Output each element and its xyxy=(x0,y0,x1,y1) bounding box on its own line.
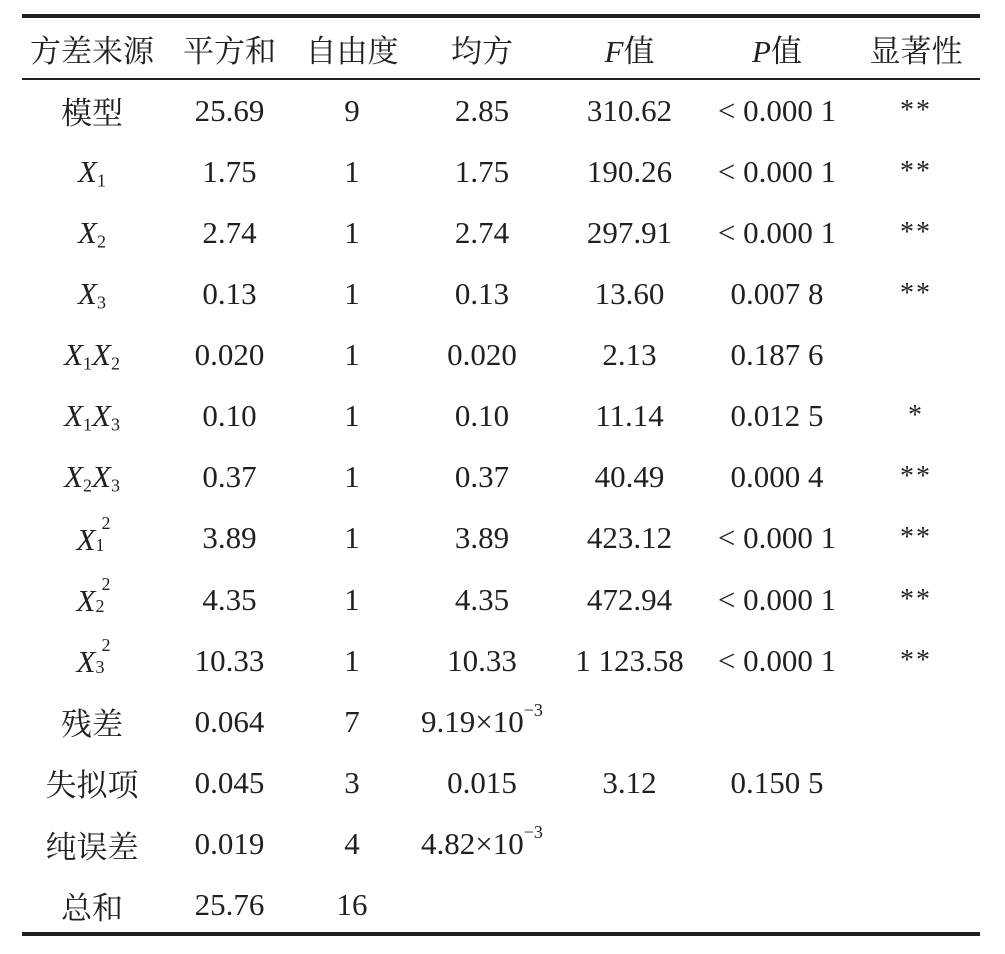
cell-source xyxy=(22,202,162,263)
table-row xyxy=(22,263,980,324)
cell-mean-square: 0.10 xyxy=(454,398,510,434)
table-row xyxy=(22,814,980,875)
factor-superscript: 2 xyxy=(101,512,111,533)
cell-source: 纯误差 xyxy=(45,829,139,865)
cell-f-value: 11.14 xyxy=(595,398,664,434)
cell-sum-of-squares: 10.33 xyxy=(194,642,265,678)
cell-mean-square: 0.015 xyxy=(447,764,517,800)
factor-superscript: 2 xyxy=(101,574,111,595)
cell-p-value: < 0.000 1 xyxy=(717,153,837,189)
table-row xyxy=(22,141,980,202)
cell-degrees-of-freedom: 1 xyxy=(344,642,360,678)
col-header-p xyxy=(702,18,852,78)
mean-square-exponent: −3 xyxy=(523,699,543,720)
cell-degrees-of-freedom: 16 xyxy=(336,887,368,923)
cell-source: 模型 xyxy=(61,96,123,132)
cell-sum-of-squares: 0.045 xyxy=(194,764,265,800)
factor-subscript: 3 xyxy=(110,475,120,496)
cell-f-value: 13.60 xyxy=(594,275,665,311)
cell-f-value: 3.12 xyxy=(602,764,657,800)
table-row xyxy=(22,202,980,263)
factor-symbol: X xyxy=(92,337,111,373)
cell-source xyxy=(22,386,162,447)
cell-source: 失拟项 xyxy=(45,768,139,804)
cell-source xyxy=(22,569,162,630)
cell-mean-square xyxy=(407,875,557,936)
cell-f-value: 310.62 xyxy=(586,92,673,128)
cell-p-value: 0.150 5 xyxy=(730,764,824,800)
cell-degrees-of-freedom: 1 xyxy=(344,398,360,434)
cell-p-value xyxy=(702,875,852,936)
cell-mean-square: 2.74 xyxy=(454,214,510,250)
cell-significance: ** xyxy=(900,216,932,248)
cell-p-value: 0.007 8 xyxy=(730,275,824,311)
cell-significance: ** xyxy=(900,461,932,493)
factor-symbol: X xyxy=(76,521,96,557)
cell-significance xyxy=(852,691,980,752)
table-row xyxy=(22,569,980,630)
factor-subscript: 3 xyxy=(110,414,120,435)
cell-sum-of-squares: 4.35 xyxy=(202,581,257,617)
table-row xyxy=(22,78,980,141)
cell-f-value: 423.12 xyxy=(586,520,673,556)
factor-symbol: X xyxy=(78,153,97,189)
cell-degrees-of-freedom: 1 xyxy=(344,520,360,556)
cell-f-value: 297.91 xyxy=(586,214,673,250)
factor-subscript: 3 xyxy=(96,292,106,313)
cell-significance xyxy=(852,325,980,386)
cell-p-value: 0.187 6 xyxy=(730,337,824,373)
col-header-f-symbol: F xyxy=(604,33,624,69)
table-row xyxy=(22,630,980,691)
cell-f-value: 190.26 xyxy=(586,153,673,189)
factor-symbol: X xyxy=(92,459,111,495)
cell-degrees-of-freedom: 1 xyxy=(344,337,360,373)
cell-mean-square xyxy=(407,691,557,752)
table-row xyxy=(22,508,980,569)
cell-significance: ** xyxy=(900,522,932,554)
cell-degrees-of-freedom: 4 xyxy=(344,826,360,862)
factor-symbol: X xyxy=(64,337,83,373)
cell-significance: ** xyxy=(900,277,932,309)
cell-p-value: < 0.000 1 xyxy=(717,642,837,678)
cell-mean-square: 0.020 xyxy=(447,337,517,373)
cell-f-value: 472.94 xyxy=(586,581,673,617)
col-header-p-suffix: 值 xyxy=(770,33,802,69)
cell-p-value xyxy=(702,814,852,875)
factor-subscript: 1 xyxy=(96,170,106,191)
cell-sum-of-squares: 0.37 xyxy=(202,459,257,495)
cell-degrees-of-freedom: 9 xyxy=(344,92,360,128)
factor-symbol: X xyxy=(78,275,97,311)
factor-superscript: 2 xyxy=(101,635,111,656)
cell-degrees-of-freedom: 1 xyxy=(344,275,360,311)
cell-source xyxy=(22,447,162,508)
col-header-f-suffix: 值 xyxy=(623,33,655,69)
table-row xyxy=(22,752,980,813)
mean-square-exponent: −3 xyxy=(523,821,543,842)
cell-p-value: < 0.000 1 xyxy=(717,92,837,128)
cell-f-value xyxy=(557,814,702,875)
factor-symbol: X xyxy=(64,398,83,434)
cell-f-value: 40.49 xyxy=(594,459,665,495)
cell-degrees-of-freedom: 1 xyxy=(344,214,360,250)
factor-subscript: 2 xyxy=(83,475,92,496)
cell-p-value xyxy=(702,691,852,752)
factor-subscript: 3 xyxy=(95,657,105,678)
factor-subscript: 1 xyxy=(83,353,92,374)
cell-degrees-of-freedom: 7 xyxy=(344,703,360,739)
cell-mean-square: 3.89 xyxy=(454,520,510,556)
cell-significance xyxy=(852,875,980,936)
cell-degrees-of-freedom: 1 xyxy=(344,581,360,617)
cell-degrees-of-freedom: 1 xyxy=(344,153,360,189)
table-row xyxy=(22,447,980,508)
cell-significance: ** xyxy=(900,155,932,187)
factor-symbol: X xyxy=(78,214,97,250)
col-header-p-symbol: P xyxy=(752,33,771,69)
factor-subscript: 1 xyxy=(83,414,92,435)
cell-sum-of-squares: 0.064 xyxy=(194,703,265,739)
table-header-row xyxy=(22,18,980,78)
cell-significance xyxy=(852,752,980,813)
cell-significance xyxy=(852,814,980,875)
cell-p-value: < 0.000 1 xyxy=(717,214,837,250)
cell-sum-of-squares: 25.69 xyxy=(194,92,265,128)
cell-source xyxy=(22,141,162,202)
factor-subscript: 2 xyxy=(95,596,105,617)
cell-mean-square: 1.75 xyxy=(454,153,510,189)
table-row xyxy=(22,691,980,752)
table-row xyxy=(22,875,980,936)
cell-mean-square: 2.85 xyxy=(454,92,510,128)
factor-subscript: 2 xyxy=(110,353,120,374)
cell-f-value xyxy=(557,875,702,936)
cell-significance: ** xyxy=(900,644,932,676)
cell-f-value xyxy=(557,691,702,752)
cell-source xyxy=(22,508,162,569)
factor-subscript: 1 xyxy=(95,534,105,555)
factor-subscript: 2 xyxy=(96,231,106,252)
cell-sum-of-squares: 0.13 xyxy=(202,275,257,311)
cell-source: 残差 xyxy=(61,707,123,743)
cell-source: 总和 xyxy=(61,890,123,926)
col-header-source: 方差来源 xyxy=(30,33,154,69)
cell-sum-of-squares: 0.020 xyxy=(194,337,265,373)
factor-symbol: X xyxy=(76,583,96,619)
cell-source xyxy=(22,263,162,324)
cell-p-value: < 0.000 1 xyxy=(717,581,837,617)
cell-f-value: 2.13 xyxy=(602,337,657,373)
cell-p-value: 0.012 5 xyxy=(730,398,824,434)
factor-symbol: X xyxy=(92,398,111,434)
cell-source xyxy=(22,325,162,386)
col-header-significance: 显著性 xyxy=(869,33,963,69)
mean-square-base: 4.82×10 xyxy=(421,826,524,862)
cell-mean-square: 4.35 xyxy=(454,581,510,617)
col-header-ss: 平方和 xyxy=(183,33,276,69)
factor-symbol: X xyxy=(64,459,83,495)
cell-f-value: 1 123.58 xyxy=(575,642,684,678)
cell-sum-of-squares: 0.10 xyxy=(202,398,257,434)
cell-source xyxy=(22,630,162,691)
col-header-df: 自由度 xyxy=(305,33,399,69)
cell-sum-of-squares: 3.89 xyxy=(202,520,257,556)
cell-mean-square: 10.33 xyxy=(447,642,517,678)
col-header-f xyxy=(557,18,702,78)
table-row xyxy=(22,325,980,386)
factor-symbol: X xyxy=(76,644,96,680)
col-header-ms: 均方 xyxy=(451,33,513,69)
cell-significance: ** xyxy=(900,583,932,615)
cell-sum-of-squares: 2.74 xyxy=(202,214,257,250)
cell-mean-square: 0.13 xyxy=(454,275,510,311)
cell-significance: ** xyxy=(900,94,932,126)
cell-sum-of-squares: 1.75 xyxy=(202,153,257,189)
cell-p-value: 0.000 4 xyxy=(730,459,824,495)
anova-table xyxy=(22,18,980,936)
cell-significance: * xyxy=(908,400,924,432)
cell-degrees-of-freedom: 1 xyxy=(344,459,360,495)
cell-sum-of-squares: 25.76 xyxy=(194,887,265,923)
table-row xyxy=(22,386,980,447)
cell-mean-square xyxy=(407,814,557,875)
cell-sum-of-squares: 0.019 xyxy=(194,826,265,862)
mean-square-base: 9.19×10 xyxy=(421,703,524,739)
table-body xyxy=(22,78,980,936)
cell-degrees-of-freedom: 3 xyxy=(344,764,360,800)
cell-mean-square: 0.37 xyxy=(454,459,510,495)
cell-p-value: < 0.000 1 xyxy=(717,520,837,556)
